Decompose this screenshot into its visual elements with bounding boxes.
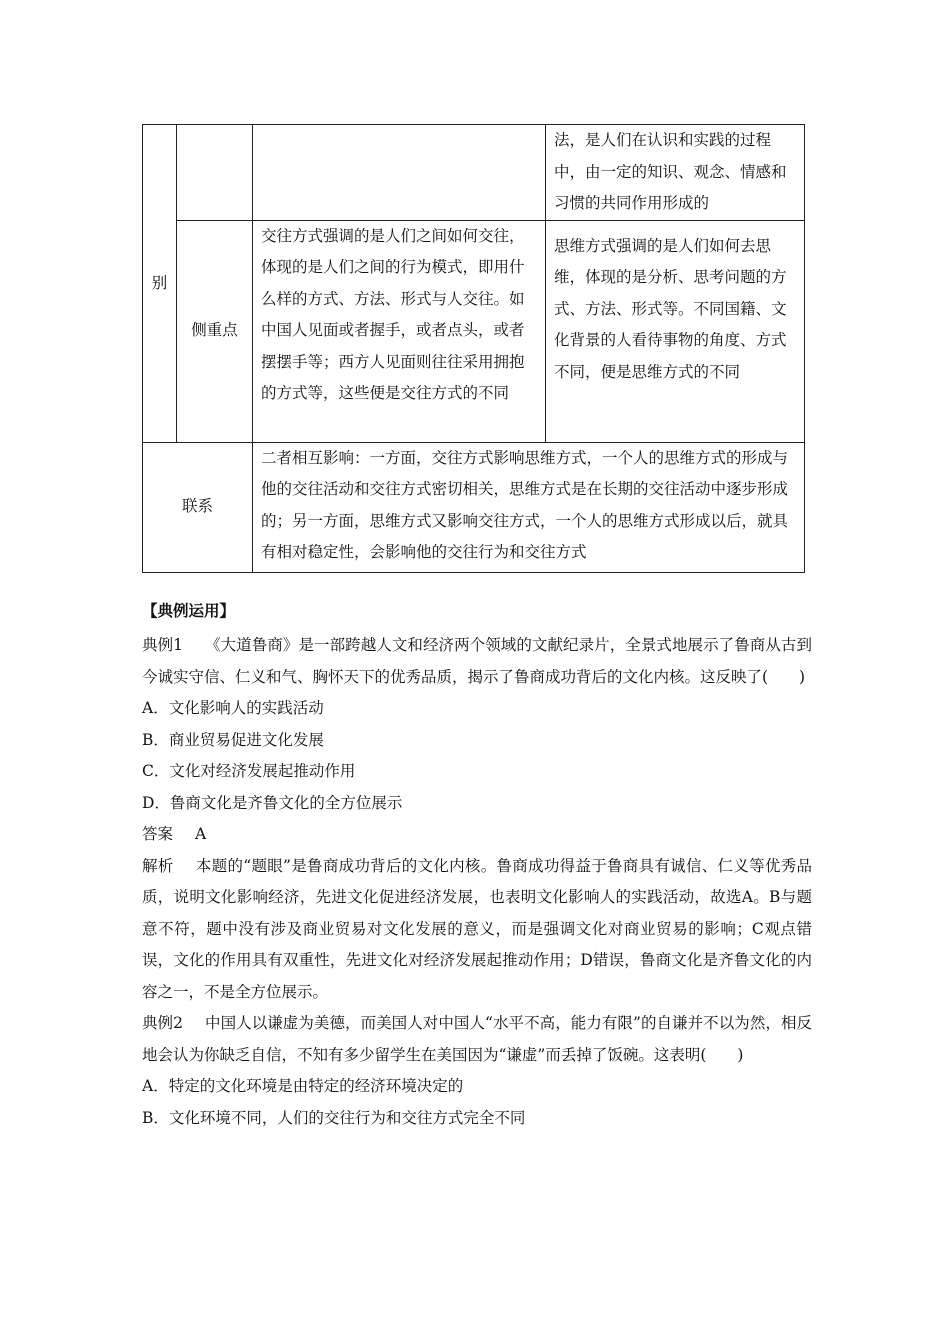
example1-stem: 《大道鲁商》是一部跨越人文和经济两个领域的文献纪录片，全景式地展示了鲁商从古到今诚实守信、仁义和气、胸怀天下的优秀品质，揭示了鲁商成功背后的文化内核。这反映了( ) bbox=[142, 636, 812, 686]
example2-option-a: A．特定的文化环境是由特定的经济环境决定的 bbox=[142, 1077, 464, 1095]
analysis-label: 解析 bbox=[142, 856, 174, 875]
relation-label-cell: 联系 bbox=[143, 442, 253, 572]
example2-stem-paragraph bbox=[142, 1008, 812, 1071]
interaction-focus-cell: 交往方式强调的是人们之间如何交往，体现的是人们之间的行为模式，即用什么样的方式、方法、形式与人交往。如中国人见面或者握手，或者点头，或者摆摆手等；西方人见面则往往采用拥抱的方式等，这些便是交往方式的不同 bbox=[253, 220, 546, 442]
examples-content bbox=[142, 630, 812, 1134]
table-row bbox=[143, 125, 805, 221]
thinking-focus-cell: 思维方式强调的是人们如何去思维，体现的是分析、思考问题的方式、方法、形式等。不同国籍、文化背景的人看待事物的角度、方式不同，便是思维方式的不同 bbox=[546, 220, 805, 442]
example2-label: 典例2 bbox=[142, 1014, 183, 1032]
example1-option-b: B．商业贸易促进文化发展 bbox=[142, 730, 324, 749]
example1-option-d: D．鲁商文化是齐鲁文化的全方位展示 bbox=[142, 793, 403, 812]
thinking-method-definition-cell: 法，是人们在认识和实践的过程中，由一定的知识、观念、情感和习惯的共同作用形成的 bbox=[546, 125, 805, 221]
example1-label: 典例1 bbox=[142, 636, 183, 654]
comparison-table bbox=[142, 124, 805, 573]
analysis-text: 本题的“题眼”是鲁商成功背后的文化内核。鲁商成功得益于鲁商具有诚信、仁义等优秀品质，说明文化影响经济，先进文化促进经济发展，也表明文化影响人的实践活动，故选A。B与题意不符，题中没有涉及商业贸易对文化发展的意义，而是强调文化对商业贸易的影响；C观点错误，文化的作用具有双重性，先进文化对经济发展起推动作用；D错误，鲁商文化是齐鲁文化的内容之一，不是全方位展示。 bbox=[142, 856, 812, 1001]
table-row bbox=[143, 442, 805, 572]
table-row bbox=[143, 220, 805, 442]
example1-option-a: A．文化影响人的实践活动 bbox=[142, 699, 324, 717]
row-label-text: 别 bbox=[151, 273, 168, 292]
example1-answer bbox=[142, 819, 812, 851]
example1-stem-paragraph bbox=[142, 630, 812, 693]
empty-cell bbox=[253, 125, 546, 221]
example1-analysis bbox=[142, 851, 812, 1009]
answer-value: A bbox=[195, 825, 207, 843]
example2-stem: 中国人以谦虚为美德，而美国人对中国人“水平不高，能力有限”的自谦并不以为然，相反地会认为你缺乏自信，不知有多少留学生在美国因为“谦虚”而丢掉了饭碗。这表明( ) bbox=[142, 1014, 812, 1064]
section-title: 【典例运用】 bbox=[142, 601, 236, 620]
example1-option-c: C．文化对经济发展起推动作用 bbox=[142, 762, 356, 780]
focus-label-cell: 侧重点 bbox=[177, 220, 253, 442]
relation-content-cell: 二者相互影响：一方面，交往方式影响思维方式，一个人的思维方式的形成与他的交往活动和交往方式密切相关，思维方式是在长期的交往活动中逐步形成的；另一方面，思维方式又影响交往方式，一个人的思维方式形成以后，就具有相对稳定性，会影响他的交往行为和交往方式 bbox=[253, 442, 805, 572]
row-label-difference bbox=[143, 125, 177, 443]
example2-option-b: B．文化环境不同，人们的交往行为和交往方式完全不同 bbox=[142, 1108, 526, 1127]
answer-label: 答案 bbox=[142, 825, 174, 843]
empty-cell bbox=[177, 125, 253, 221]
